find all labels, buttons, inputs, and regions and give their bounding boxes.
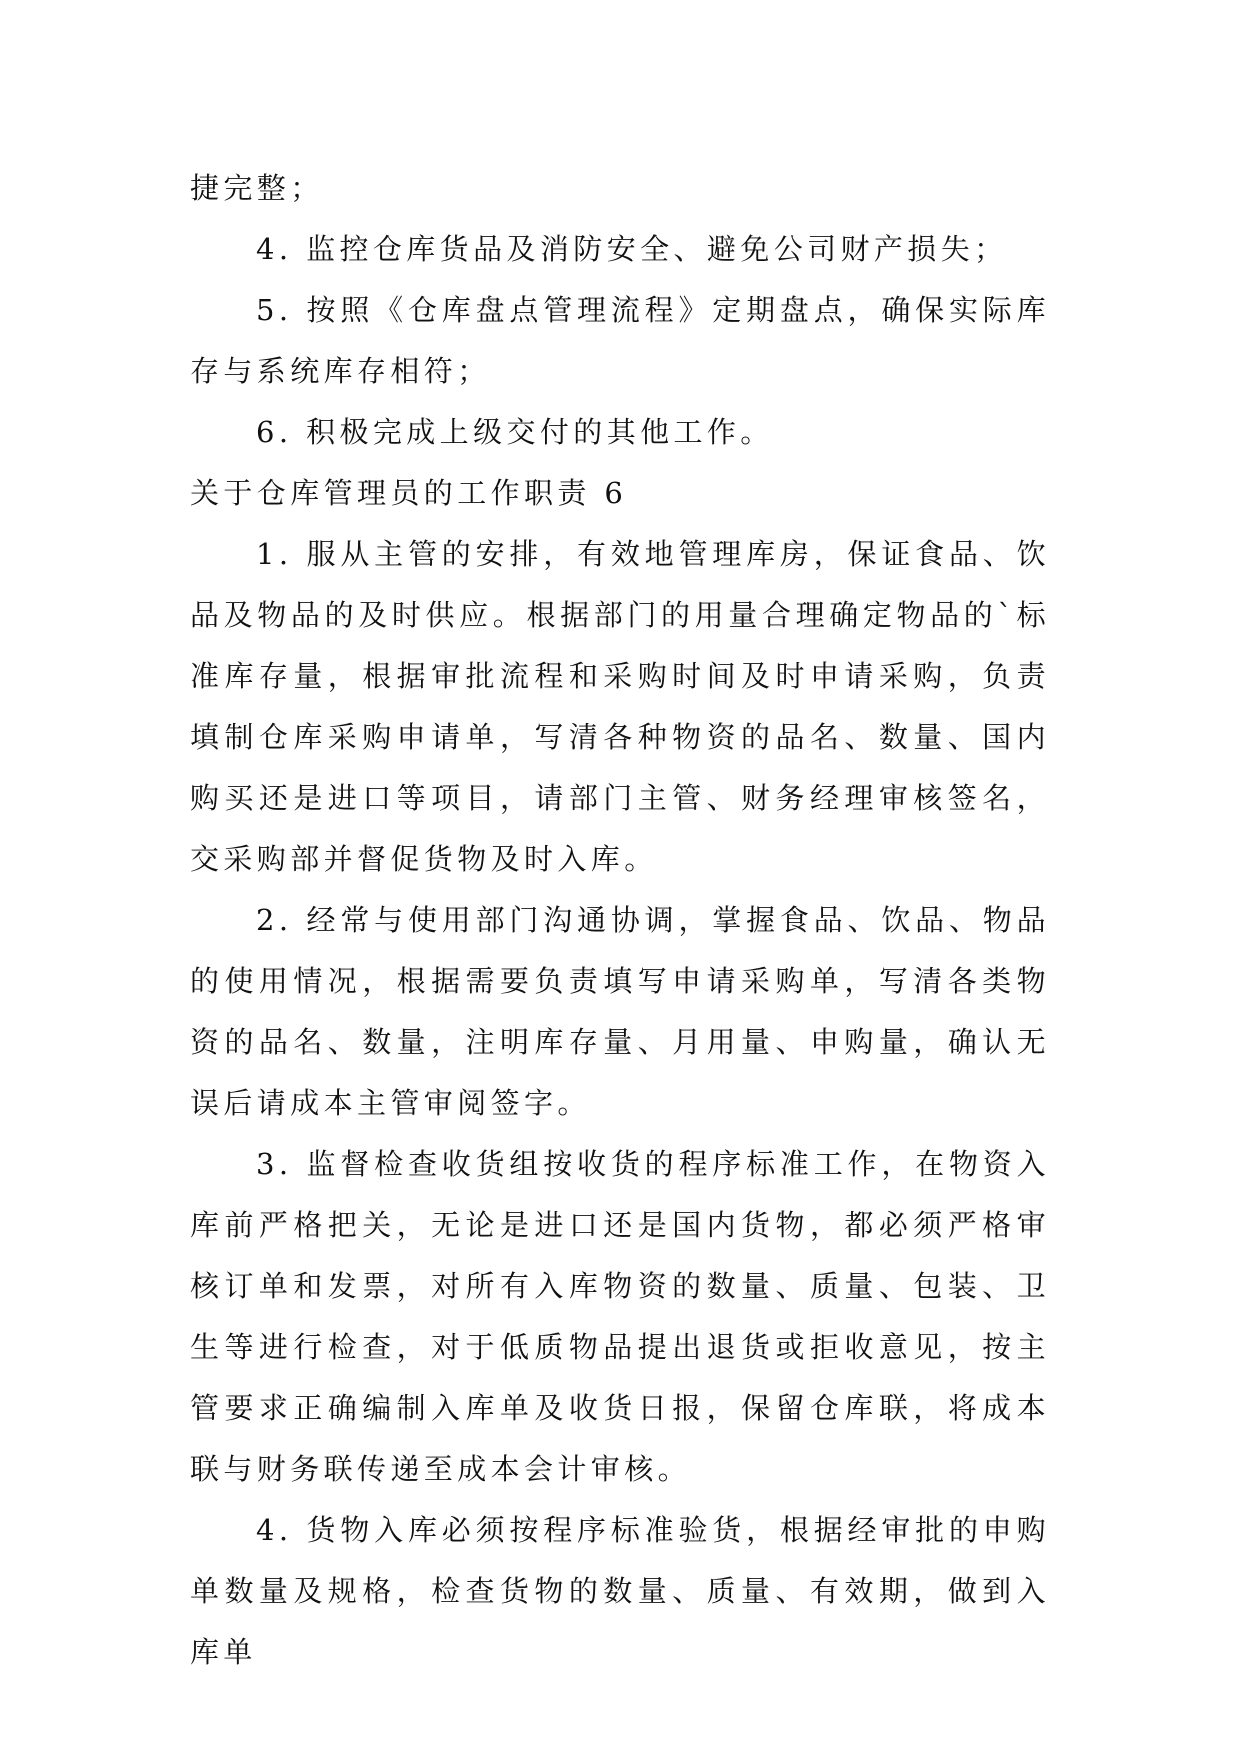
paragraph-duty-3: 3. 监督检查收货组按收货的程序标准工作，在物资入库前严格把关，无论是进口还是国内货物，都必须严格审核订单和发票，对所有入库物资的数量、质量、包装、卫生等进行检查，对于低质物品提出退货或拒收意见，按主管要求正确编制入库单及收货日报，保留仓库联，将成本联与财务联传递至成本会计审核。 xyxy=(190,1147,1050,1486)
section-heading: 关于仓库管理员的工作职责 6 xyxy=(190,476,628,510)
paragraph-item-5: 5. 按照《仓库盘点管理流程》定期盘点，确保实际库存与系统库存相符； xyxy=(190,293,1050,388)
paragraph-duty-2: 2. 经常与使用部门沟通协调，掌握食品、饮品、物品的使用情况，根据需要负责填写申请采购单，写清各类物资的品名、数量，注明库存量、月用量、申购量，确认无误后请成本主管审阅签字。 xyxy=(190,903,1050,1120)
paragraph-item-4: 4. 监控仓库货品及消防安全、避免公司财产损失； xyxy=(256,232,1008,266)
paragraph-duty-1: 1. 服从主管的安排，有效地管理库房，保证食品、饮品及物品的及时供应。根据部门的用量合理确定物品的`标准库存量，根据审批流程和采购时间及时申请采购，负责填制仓库采购申请单，写清各种物资的品名、数量、国内购买还是进口等项目，请部门主管、财务经理审核签名，交采购部并督促货物及时入库。 xyxy=(190,537,1050,876)
paragraph-item-6: 6. 积极完成上级交付的其他工作。 xyxy=(256,415,774,449)
paragraph-continuation: 捷完整； xyxy=(190,171,324,205)
document-body xyxy=(190,158,1050,1683)
paragraph-duty-4: 4. 货物入库必须按程序标准验货，根据经审批的申购单数量及规格，检查货物的数量、质量、有效期，做到入库单 xyxy=(190,1513,1050,1669)
